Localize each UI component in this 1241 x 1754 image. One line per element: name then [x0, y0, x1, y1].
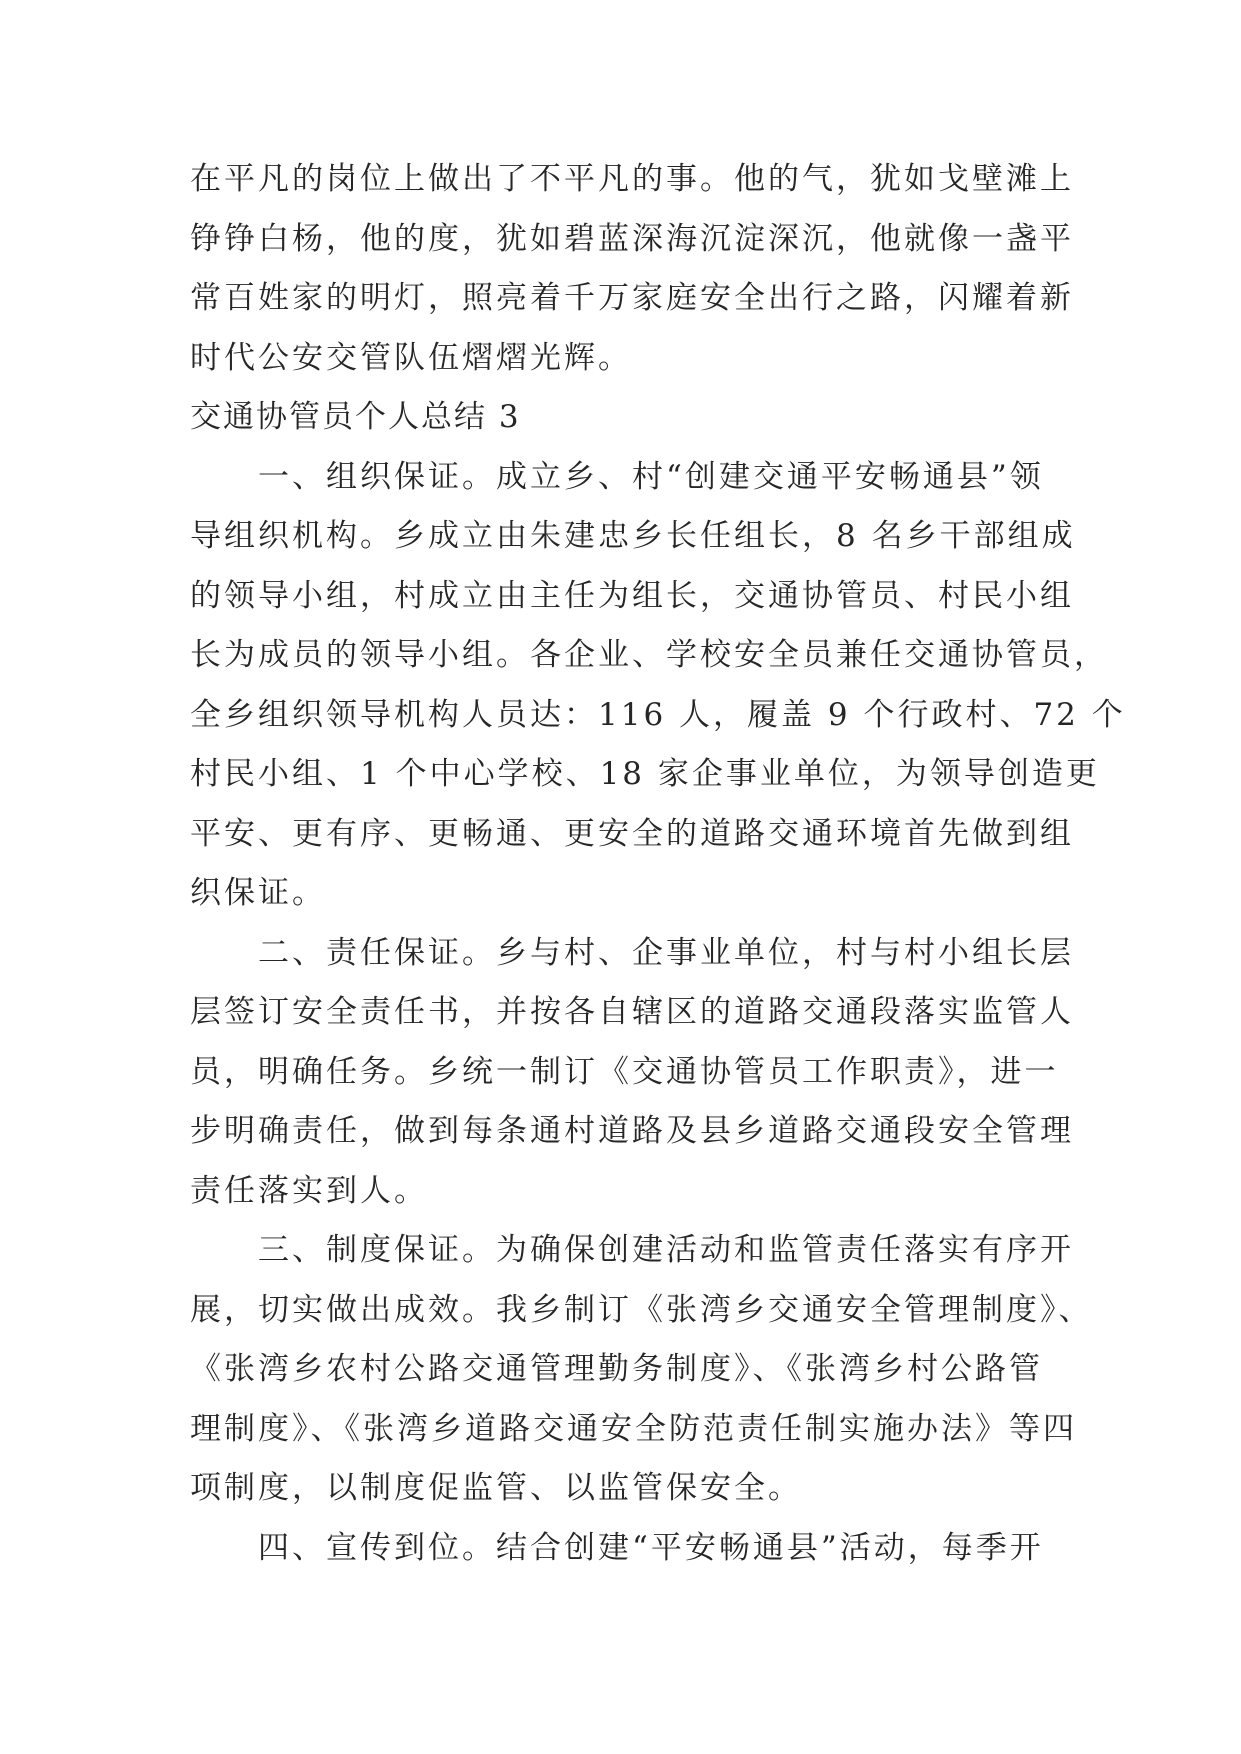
text-line: 铮铮白杨，他的度，犹如碧蓝深海沉淀深沉，他就像一盏平 [190, 220, 1074, 257]
text-line: 在平凡的岗位上做出了不平凡的事。他的气，犹如戈壁滩上 [190, 161, 1074, 197]
text-line: 员，明确任务。乡统一制订《交通协管员工作职责》，进一 [190, 1053, 1059, 1090]
text-line: 四、宣传到位。结合创建“平安畅通县”活动，每季开 [258, 1529, 1044, 1566]
text-line: 项制度，以制度促监管、以监管保安全。 [190, 1470, 802, 1506]
text-line: 二、责任保证。乡与村、企事业单位，村与村小组长层 [258, 934, 1074, 971]
text-line: 全乡组织领导机构人员达：116 人，履盖 9 个行政村、72 个 [190, 696, 1126, 733]
text-line: 责任落实到人。 [190, 1172, 428, 1209]
document-body [190, 150, 1126, 1578]
text-line: 长为成员的领导小组。各企业、学校安全员兼任交通协管员， [190, 637, 1108, 673]
text-line: 理制度》、《张湾乡道路交通安全防范责任制实施办法》等四 [190, 1410, 1077, 1447]
text-line: 的领导小组，村成立由主任为组长，交通协管员、村民小组 [190, 577, 1074, 614]
text-line: 村民小组、1 个中心学校、18 家企事业单位，为领导创造更 [190, 756, 1100, 792]
text-line: 织保证。 [190, 875, 326, 911]
text-line: 《张湾乡农村公路交通管理勤务制度》、《张湾乡村公路管 [190, 1351, 1043, 1387]
text-line: 时代公安交管队伍熠熠光辉。 [190, 339, 632, 376]
text-line: 导组织机构。乡成立由朱建忠乡长任组长，8 名乡干部组成 [190, 518, 1076, 554]
text-line: 一、组织保证。成立乡、村“创建交通平安畅通县”领 [258, 458, 1044, 495]
text-line: 常百姓家的明灯，照亮着千万家庭安全出行之路，闪耀着新 [190, 280, 1074, 316]
text-line: 平安、更有序、更畅通、更安全的道路交通环境首先做到组 [190, 815, 1074, 852]
text-line: 层签订安全责任书，并按各自辖区的道路交通段落实监管人 [190, 994, 1074, 1030]
text-line: 展，切实做出成效。我乡制订《张湾乡交通安全管理制度》、 [190, 1291, 1093, 1328]
text-line: 三、制度保证。为确保创建活动和监管责任落实有序开 [258, 1232, 1074, 1268]
section-heading: 交通协管员个人总结 3 [190, 399, 521, 435]
text-line: 步明确责任，做到每条通村道路及县乡道路交通段安全管理 [190, 1113, 1074, 1149]
